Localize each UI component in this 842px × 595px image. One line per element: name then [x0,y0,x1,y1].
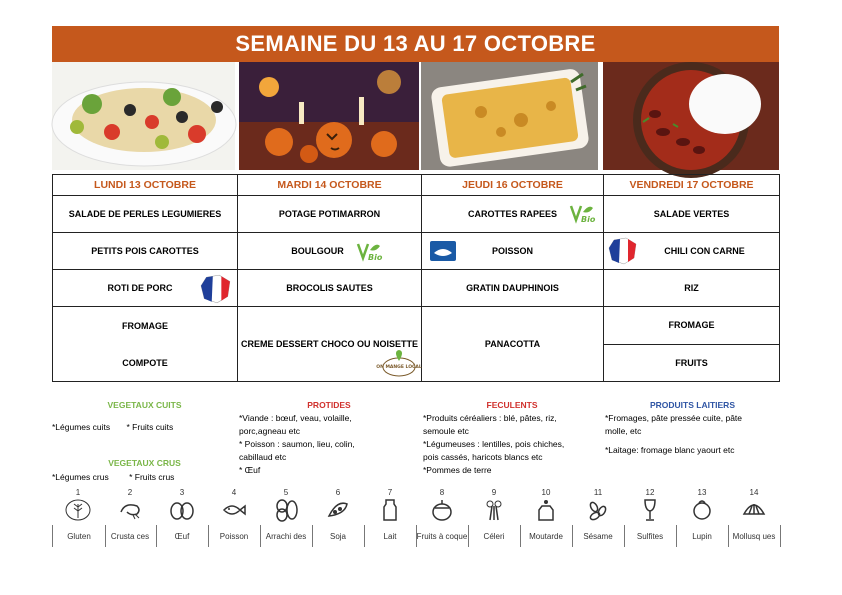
dish-name: GRATIN DAUPHINOIS [466,283,559,293]
category-item: * Fruits cuits [126,422,174,432]
dish-name: FROMAGE [122,320,168,331]
allergen-label: Arrachi des [260,525,313,547]
wheat-icon [65,498,91,522]
svg-text:ON MANGE LOCAL: ON MANGE LOCAL [376,365,422,370]
allergen-label: Fruits à coque [416,525,469,547]
dish-cell [604,233,780,270]
lupin-icon [689,498,715,522]
salad-photo [52,62,235,170]
gratin-photo [421,62,598,170]
allergen-item [208,488,260,548]
bio-badge-icon [356,240,386,264]
day-thursday: JEUDI 16 OCTOBRE [422,175,604,196]
category-line: pois cassés, haricots blancs etc [423,452,543,462]
allergen-item [156,488,208,548]
category-line: *Pommes de terre [423,465,492,475]
category-line: *Produits céréaliers : blé, pâtes, riz, [423,413,557,423]
category-laitiers [605,399,780,457]
category-line: *Légumeuses : lentilles, pois chiches, [423,439,565,449]
category-title: VEGETAUX CUITS [107,400,182,410]
category-protides [239,399,419,477]
allergen-item [520,488,572,548]
allergen-number: 5 [283,488,289,497]
day-monday: LUNDI 13 OCTOBRE [53,175,238,196]
dish-cell [53,307,238,382]
msc-badge-icon [430,241,456,263]
category-line: *Viande : bœuf, veau, volaille, [239,413,352,423]
allergen-item [572,488,624,548]
dish-cell [238,196,422,233]
allergen-item [624,488,676,548]
allergen-label: Gluten [52,525,106,547]
mustard-icon [533,498,559,522]
milk-icon [377,498,403,522]
category-vegetaux-cuits [52,399,237,434]
halloween-photo [239,62,419,170]
dish-cell [238,233,422,270]
category-item: *Légumes crus [52,472,109,482]
menu-table [52,174,780,382]
allergen-number: 10 [541,488,551,497]
category-title: VEGETAUX CRUS [108,458,181,468]
allergen-item [52,488,104,548]
dish-name: POTAGE POTIMARRON [278,209,381,219]
dish-cell [604,196,780,233]
dish-name: CAROTTES RAPEES [467,209,557,219]
category-line: *Laitage: fromage blanc yaourt etc [605,445,735,455]
allergen-item [416,488,468,548]
soy-icon [325,498,351,522]
allergen-number: 1 [75,488,81,497]
allergen-label: Soja [312,525,365,547]
page-title: SEMAINE DU 13 AU 17 OCTOBRE [52,26,779,62]
chili-photo [603,62,779,170]
category-line: cabillaud etc [239,452,287,462]
allergen-strip [52,488,780,548]
category-item: * Fruits crus [129,472,175,482]
day-tuesday: MARDI 14 OCTOBRE [238,175,422,196]
dish-cell [422,233,604,270]
allergen-label: Moutarde [520,525,573,547]
allergen-item [364,488,416,548]
celery-icon [481,498,507,522]
day-friday: VENDREDI 17 OCTOBRE [604,175,780,196]
category-feculents [423,399,601,477]
allergen-label: Crusta ces [104,525,157,547]
allergen-label: Mollusq ues [728,525,781,547]
dish-cell [53,196,238,233]
allergen-item [104,488,156,548]
dish-name: PANACOTTA [484,339,541,349]
dish-cell [604,344,780,382]
dish-cell [604,307,780,345]
side-row [53,233,780,270]
dish-name: SALADE DE PERLES LEGUMIERES [68,209,222,219]
dish-name: BOULGOUR [291,246,344,256]
allergen-label: Poisson [208,525,261,547]
category-title: PROTIDES [307,400,351,410]
bio-badge-icon [569,202,595,226]
dish-cell [53,233,238,270]
category-line: semoule etc [423,426,469,436]
dish-name: BROCOLIS SAUTES [286,283,373,293]
sesame-icon [585,498,611,522]
category-vegetaux-crus [52,457,237,484]
allergen-number: 3 [179,488,185,497]
france-map-icon [197,273,235,307]
wine-icon [637,498,663,522]
dish-name: CHILI CON CARNE [664,246,745,256]
shell-icon [741,498,767,522]
dish-name: ROTI DE PORC [107,283,173,293]
allergen-number: 7 [387,488,393,497]
category-line: * Œuf [239,465,261,475]
category-line: molle, etc [605,426,642,436]
shrimp-icon [117,498,143,522]
allergen-number: 2 [127,488,133,497]
dish-cell [422,270,604,307]
dish-cell [238,270,422,307]
peanut-icon [273,498,299,522]
allergen-item [312,488,364,548]
category-line: porc,agneau etc [239,426,300,436]
dish-name: POISSON [491,246,533,256]
day-header-row [53,175,780,196]
category-title: PRODUITS LAITIERS [649,400,735,410]
category-line: *Fromages, pâte pressée cuite, pâte [605,413,743,423]
allergen-label: Sésame [572,525,625,547]
allergen-number: 8 [439,488,445,497]
dish-name: PETITS POIS CAROTTES [91,246,199,256]
allergen-label: Lupin [676,525,729,547]
dish-name: FROMAGE [668,320,715,331]
cheese-row [53,307,780,345]
allergen-number: 13 [697,488,707,497]
dish-cell [238,307,422,382]
dish-name: CREME DESSERT CHOCO OU NOISETTE [240,339,419,349]
category-title: FECULENTS [486,400,538,410]
allergen-item [728,488,780,548]
dish-name: COMPOTE [122,357,168,368]
main-row [53,270,780,307]
local-badge-icon [376,349,422,379]
svg-text:Bio: Bio [581,215,596,224]
starter-row [53,196,780,233]
fish-icon [221,498,247,522]
dish-name: SALADE VERTES [653,209,730,219]
allergen-number: 6 [335,488,341,497]
dish-name: FRUITS [675,357,708,368]
nut-icon [429,498,455,522]
allergen-label: Œuf [156,525,209,547]
allergen-number: 12 [645,488,655,497]
allergen-number: 11 [593,488,603,497]
dish-cell [53,270,238,307]
dish-cell [422,307,604,382]
allergen-label: Lait [364,525,417,547]
allergen-number: 4 [231,488,237,497]
allergen-item [260,488,312,548]
france-map-icon [606,236,640,268]
category-item: *Légumes cuits [52,422,111,432]
dish-name: RIZ [684,283,699,293]
allergen-item [676,488,728,548]
egg-icon [169,498,195,522]
allergen-label: Sulfites [624,525,677,547]
dish-cell [604,270,780,307]
allergen-number: 9 [491,488,497,497]
allergen-item [468,488,520,548]
allergen-number: 14 [749,488,759,497]
dish-cell [422,196,604,233]
svg-text:Bio: Bio [368,253,383,262]
allergen-label: Céleri [468,525,521,547]
category-line: * Poisson : saumon, lieu, colin, [239,439,355,449]
